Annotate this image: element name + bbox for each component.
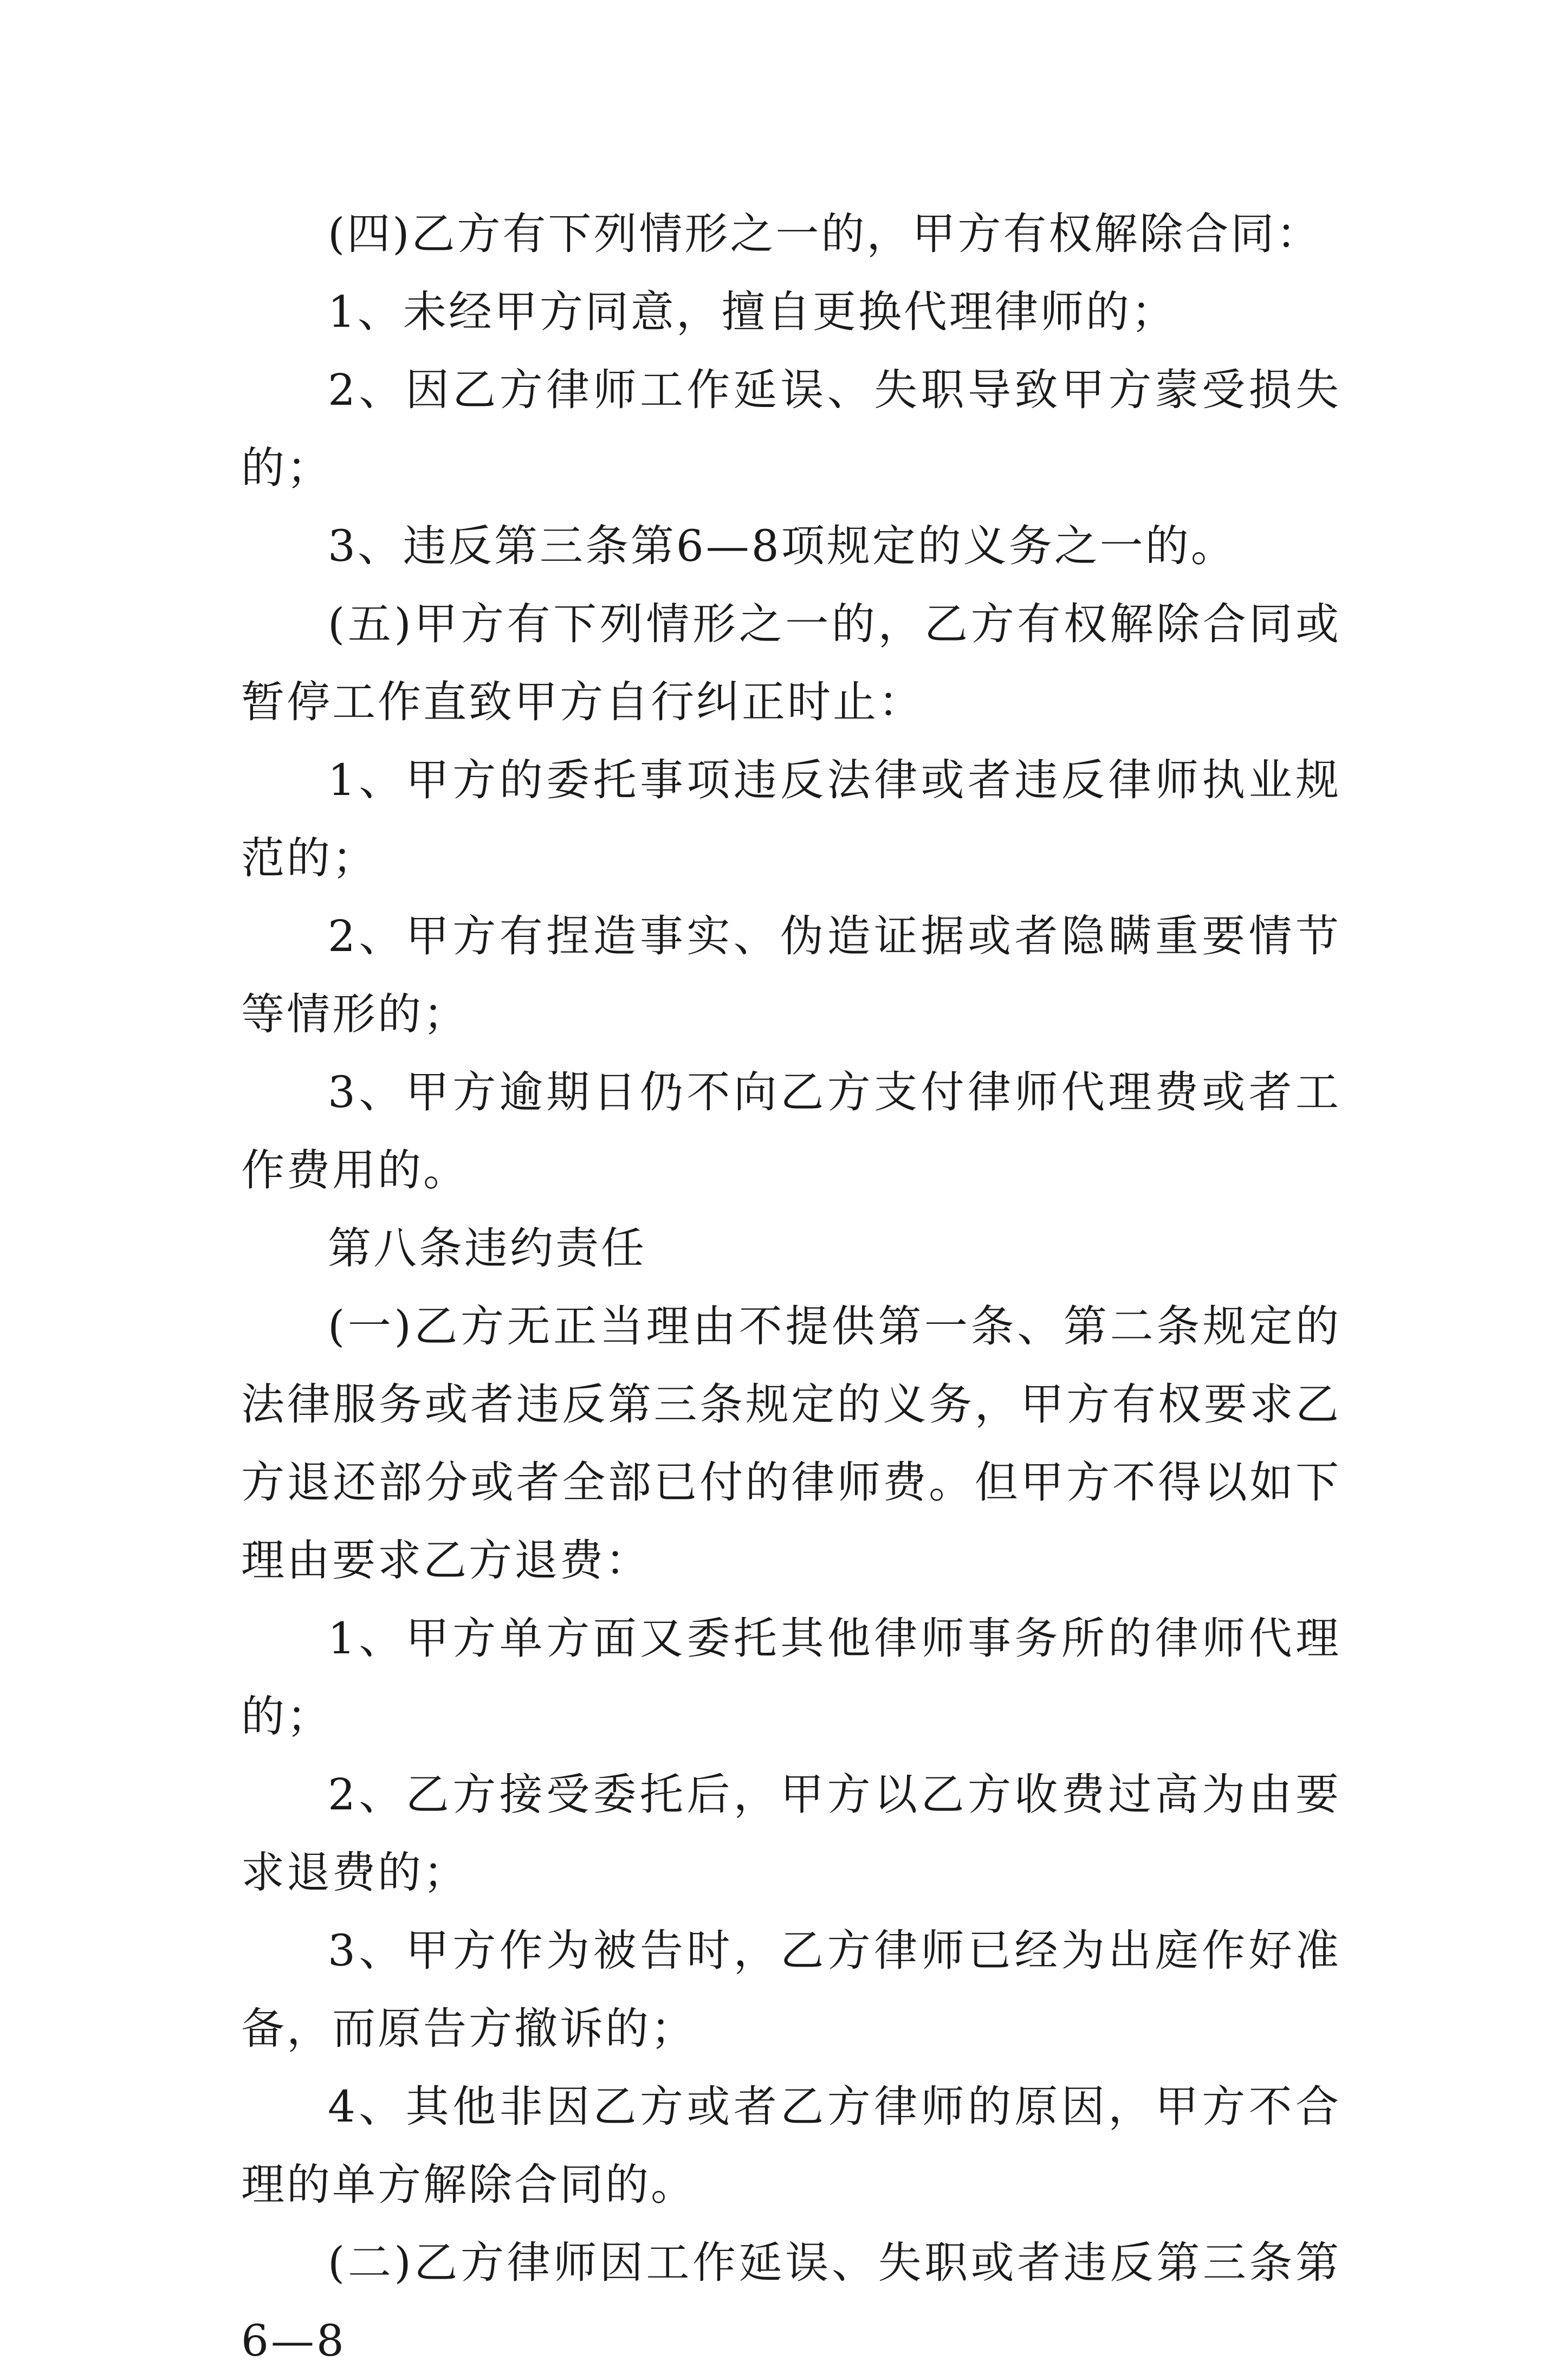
paragraph-clause-4-item-1: 1、未经甲方同意，擅自更换代理律师的； xyxy=(328,287,1177,337)
paragraph-article-8-item-3: 3、甲方作为被告时，乙方律师已经为出庭作好准备，而原告方撤诉的； xyxy=(241,1925,1341,2054)
document-body xyxy=(241,195,1341,2380)
paragraph-clause-5-item-2: 2、甲方有捏造事实、伪造证据或者隐瞒重要情节等情形的； xyxy=(241,911,1341,1039)
paragraph-clause-4-item-2: 2、因乙方律师工作延误、失职导致甲方蒙受损失的； xyxy=(241,365,1341,493)
paragraph-article-8-part-2: (二)乙方律师因工作延误、失职或者违反第三条第6—8 xyxy=(241,2237,1341,2366)
section-heading-article-8: 第八条违约责任 xyxy=(328,1223,646,1273)
paragraph-clause-5: (五)甲方有下列情形之一的，乙方有权解除合同或暂停工作直致甲方自行纠正时止： xyxy=(241,599,1341,727)
paragraph-clause-4: (四)乙方有下列情形之一的，甲方有权解除合同： xyxy=(328,209,1322,259)
paragraph-clause-5-item-3: 3、甲方逾期日仍不向乙方支付律师代理费或者工作费用的。 xyxy=(241,1067,1341,1195)
paragraph-article-8-item-1: 1、甲方单方面又委托其他律师事务所的律师代理的； xyxy=(241,1613,1341,1742)
paragraph-article-8-item-2: 2、乙方接受委托后，甲方以乙方收费过高为由要求退费的； xyxy=(241,1769,1341,1898)
paragraph-article-8-part-1: (一)乙方无正当理由不提供第一条、第二条规定的法律服务或者违反第三条规定的义务，甲方有权要求乙方退还部分或者全部已付的律师费。但甲方不得以如下理由要求乙方退费： xyxy=(241,1301,1341,1586)
paragraph-clause-5-item-1: 1、甲方的委托事项违反法律或者违反律师执业规范的； xyxy=(241,755,1341,883)
paragraph-clause-4-item-3: 3、违反第三条第6—8项规定的义务之一的。 xyxy=(328,521,1236,571)
paragraph-article-8-item-4: 4、其他非因乙方或者乙方律师的原因，甲方不合理的单方解除合同的。 xyxy=(241,2081,1341,2210)
